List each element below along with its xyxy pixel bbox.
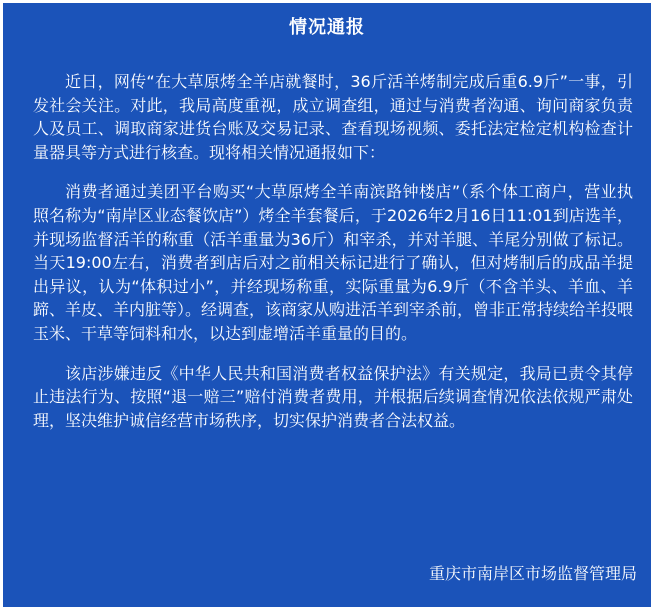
- notice-body: [33, 70, 633, 432]
- paragraph-intro: 近日，网传“在大草原烤全羊店就餐时，36斤活羊烤制完成后重6.9斤”一事，引发社会关注。对此，我局高度重视，成立调查组，通过与消费者沟通、询问商家负责人及员工、调取商家进货台账及交易记录、查看现场视频、委托法定检定机构检查计量器具等方式进行核查。现将相关情况通报如下：: [33, 72, 633, 162]
- notice-panel: [3, 3, 651, 607]
- issuer-signature: 重庆市南岸区市场监督管理局: [428, 564, 637, 583]
- notice-title: 情况通报: [289, 17, 365, 38]
- paragraph-findings: 消费者通过美团平台购买“大草原烤全羊南滨路钟楼店”（系个体工商户，营业执照名称为“南岸区业态餐饮店”）烤全羊套餐后，于2026年2月16日11:01到店选羊，并现场监督活羊的称重（活羊重量为36斤）和宰杀，并对羊腿、羊尾分别做了标记。当天19:00左右，消费者到店后对之前相关标记进行了确认，但对烤制后的成品羊提出异议，认为“体积过小”，并经现场称重，实际重量为6.9斤（不含羊头、羊血、羊蹄、羊皮、羊内脏等）。经调查，该商家从购进活羊到宰杀前，曾非正常持续给羊投喂玉米、干草等饲料和水，以达到虚增活羊重量的目的。: [33, 182, 634, 343]
- paragraph-action: 该店涉嫌违反《中华人民共和国消费者权益保护法》有关规定，我局已责令其停止违法行为、按照“退一赔三”赔付消费者费用，并根据后续调查情况依法依规严肃处理，坚决维护诚信经营市场秩序，切实保护消费者合法权益。: [33, 363, 633, 430]
